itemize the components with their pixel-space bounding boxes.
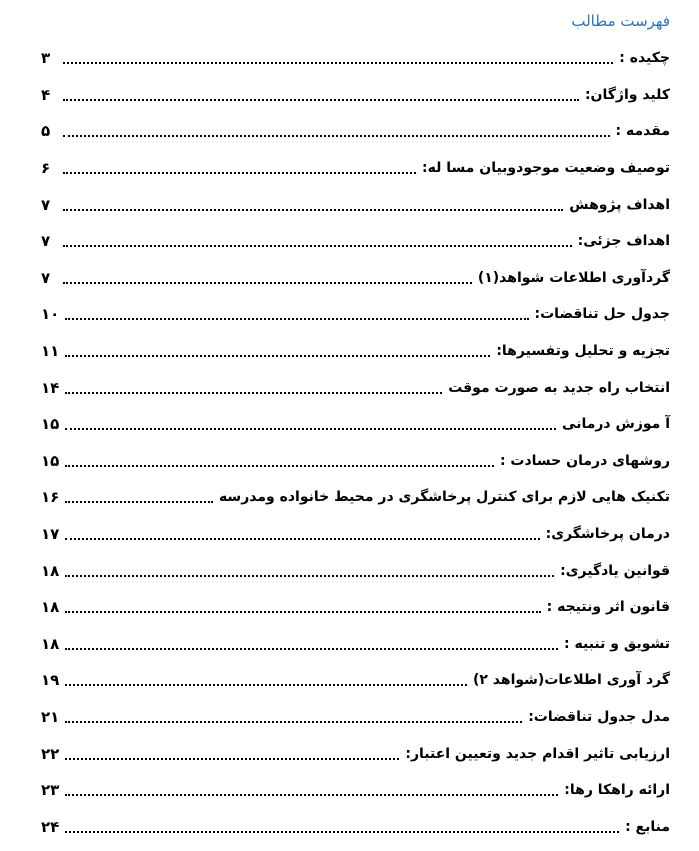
toc-entry-label: قانون اثر ونتیجه :	[546, 599, 670, 616]
toc-entry-page-number: ۱۶	[41, 488, 60, 507]
toc-entry-label: جدول حل تناقضات:	[534, 306, 670, 323]
dot-leader	[65, 721, 522, 723]
toc-entry-label: مقدمه :	[615, 123, 670, 140]
toc-entry[interactable]	[41, 552, 670, 589]
toc-entry-page-number: ۲۲	[41, 744, 60, 763]
toc-entry[interactable]	[41, 735, 670, 772]
dot-leader	[65, 611, 540, 613]
toc-entry-label: ارزیابی تاثیر اقدام جدید وتعیین اعتبار:	[405, 745, 670, 762]
toc-entry-label: اهداف جزئی:	[577, 233, 670, 250]
toc-entry-page-number: ۱۵	[41, 451, 60, 470]
toc-entry-page-number: ۱۵	[41, 415, 60, 434]
toc-entry[interactable]	[41, 150, 670, 187]
toc-entry[interactable]	[41, 443, 670, 480]
dot-leader	[63, 245, 572, 247]
toc-title: فهرست مطالب	[571, 12, 670, 30]
toc-entry-page-number: ۷	[41, 232, 51, 251]
dot-leader	[65, 758, 399, 760]
toc-entry-label: مدل جدول تناقضات:	[528, 708, 670, 725]
toc-entry[interactable]	[41, 260, 670, 297]
toc-entry[interactable]	[41, 516, 670, 553]
toc-entry-label: روشهای درمان حسادت :	[499, 452, 670, 469]
toc-entry[interactable]	[41, 772, 670, 809]
dot-leader	[65, 428, 556, 430]
toc-entry-page-number: ۷	[41, 195, 51, 214]
toc-entry[interactable]	[41, 589, 670, 626]
toc-entry-label: تکنیک هایی لازم برای کنترل پرخاشگری در محیط خانواده ومدرسه	[218, 489, 670, 506]
toc-entry-label: گردآوری اطلاعات شواهد(۱)	[477, 269, 670, 286]
dot-leader	[65, 575, 554, 577]
toc-entry-label: انتخاب راه جدید به صورت موقت	[448, 379, 670, 396]
dot-leader	[65, 501, 213, 503]
toc-entry-page-number: ۱۸	[41, 598, 60, 617]
toc-entry[interactable]	[41, 296, 670, 333]
toc-entry-page-number: ۵	[41, 122, 51, 141]
toc-entry[interactable]	[41, 626, 670, 663]
toc-entry-label: توصیف وضعیت موجودوبیان مسا له:	[421, 160, 670, 177]
toc-entry-page-number: ۱۴	[41, 378, 60, 397]
toc-entry-page-number: ۱۱	[41, 342, 60, 361]
toc-entry-label: ارائه راهکا رها:	[564, 782, 670, 799]
dot-leader	[63, 62, 613, 64]
toc-entry-page-number: ۴	[41, 85, 51, 104]
dot-leader	[65, 684, 467, 686]
toc-entry-label: تجزیه و تحلیل وتفسیرها:	[496, 343, 670, 360]
toc-entry-page-number: ۱۷	[41, 525, 60, 544]
toc-entry[interactable]	[41, 699, 670, 736]
toc-entry-page-number: ۳	[41, 49, 51, 68]
toc-entry-page-number: ۲۴	[41, 817, 60, 836]
dot-leader	[65, 318, 528, 320]
toc-entry[interactable]	[41, 479, 670, 516]
toc-entry-label: تشویق و تنبیه :	[564, 635, 670, 652]
dot-leader	[63, 209, 563, 211]
toc-entry-page-number: ۱۸	[41, 561, 60, 580]
dot-leader	[63, 135, 610, 137]
toc-entry[interactable]	[41, 223, 670, 260]
toc-entry-label: کلید واژگان:	[584, 86, 670, 103]
dot-leader	[65, 794, 558, 796]
toc-entry-page-number: ۶	[41, 159, 51, 178]
toc-entry-label: اهداف پژوهش	[569, 196, 670, 213]
toc-entry-page-number: ۱۹	[41, 671, 60, 690]
toc-entry-label: قوانین یادگیری:	[560, 562, 670, 579]
toc-entry[interactable]	[41, 113, 670, 150]
toc-entry-label: گرد آوری اطلاعات(شواهد ۲)	[472, 672, 670, 689]
dot-leader	[63, 99, 579, 101]
toc-entry[interactable]	[41, 186, 670, 223]
dot-leader	[63, 282, 472, 284]
toc-entry[interactable]	[41, 369, 670, 406]
toc-entry-page-number: ۱۸	[41, 634, 60, 653]
dot-leader	[65, 538, 539, 540]
toc-entry[interactable]	[41, 662, 670, 699]
toc-entry-label: چکیده :	[619, 50, 670, 67]
dot-leader	[63, 172, 416, 174]
toc-entry[interactable]	[41, 40, 670, 77]
dot-leader	[65, 355, 490, 357]
toc-entry-page-number: ۱۰	[41, 305, 60, 324]
toc-entry[interactable]	[41, 333, 670, 370]
toc-entry[interactable]	[41, 406, 670, 443]
dot-leader	[65, 648, 558, 650]
toc-entry-label: آ موزش درمانی	[562, 416, 670, 433]
toc-entry-page-number: ۷	[41, 268, 51, 287]
toc-entry-label: منابع :	[625, 818, 670, 835]
toc-list	[41, 40, 670, 845]
toc-entry[interactable]	[41, 77, 670, 114]
dot-leader	[65, 831, 619, 833]
toc-entry-label: درمان پرخاشگری:	[545, 526, 670, 543]
toc-entry-page-number: ۲۳	[41, 781, 60, 800]
toc-entry-page-number: ۲۱	[41, 707, 60, 726]
dot-leader	[65, 392, 442, 394]
toc-entry[interactable]	[41, 808, 670, 845]
dot-leader	[65, 465, 494, 467]
